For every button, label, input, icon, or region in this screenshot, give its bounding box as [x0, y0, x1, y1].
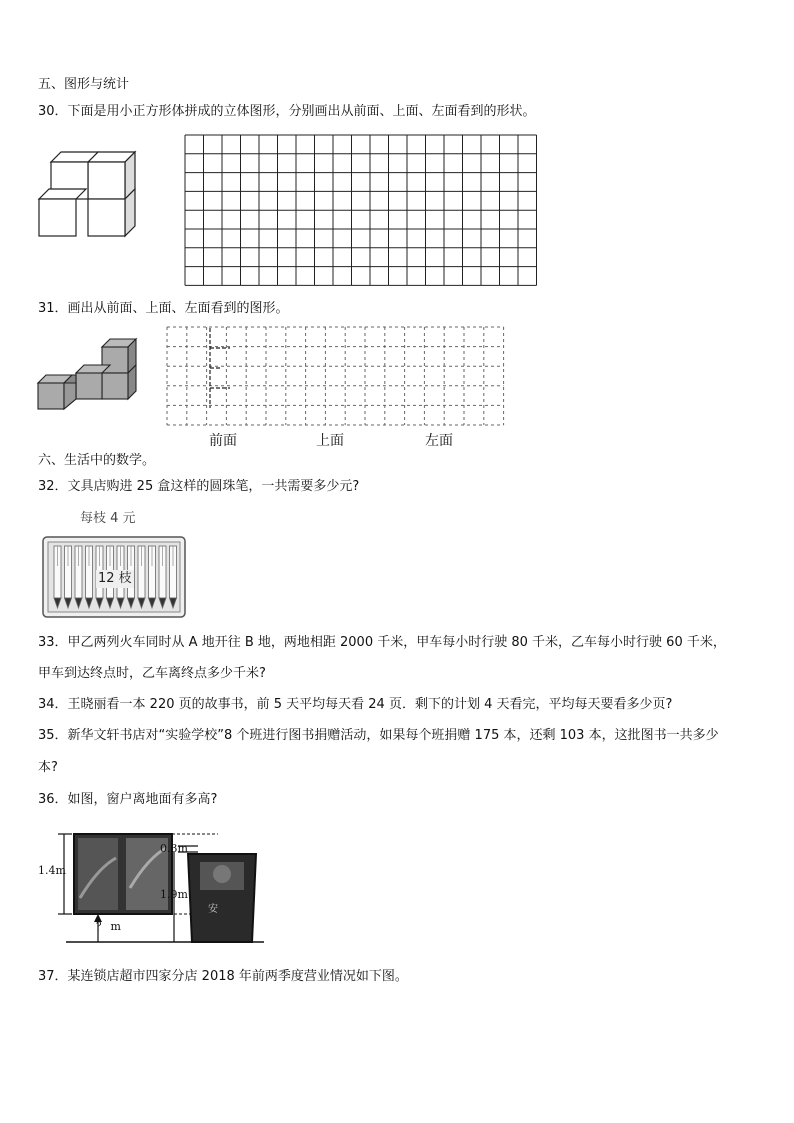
q31-answer-grid[interactable]	[166, 326, 506, 428]
q30-cube-figure	[36, 146, 142, 246]
section-6-heading: 六、生活中的数学。	[38, 453, 156, 468]
q36-label-unknown: ？ m	[96, 920, 121, 933]
q34-text: 34．王晓丽看一本 220 页的故事书，前 5 天平均每天看 24 页．剩下的计划 4 天看完，平均每天要看多少页?	[38, 697, 673, 712]
q31-text: 31．画出从前面、上面、左面看到的图形。	[38, 301, 289, 316]
q31-cube-figure	[36, 335, 142, 415]
q31-label-front: 前面	[209, 433, 237, 449]
q33-line2: 甲车到达终点时，乙车离终点多少千米?	[38, 666, 266, 681]
q31-label-top: 上面	[316, 433, 344, 449]
q31-label-left: 左面	[425, 433, 453, 449]
q30-text: 30．下面是用小正方形体拼成的立体图形，分别画出从前面、上面、左面看到的形状。	[38, 104, 536, 119]
q35-line1: 35．新华文轩书店对“实验学校”8 个班进行图书捐赠活动，如果每个班捐赠 175 本，还剩 103 本，这批图书一共多少	[38, 728, 719, 743]
q36-text: 36．如图，窗户离地面有多高?	[38, 792, 218, 807]
q32-text: 32．文具店购进 25 盒这样的圆珠笔，一共需要多少元?	[38, 479, 360, 494]
q30-answer-grid[interactable]	[184, 134, 538, 288]
q36-label-cabinet-height: 1.9m	[160, 888, 188, 901]
q32-box-label: 12 枝	[98, 571, 132, 586]
q35-line2: 本?	[38, 760, 58, 775]
svg-text:安: 安	[208, 904, 218, 915]
q36-label-window-height: 1.4m	[38, 864, 66, 877]
q33-line1: 33．甲乙两列火车同时从 A 地开往 B 地，两地相距 2000 千米，甲车每小时行驶 80 千米，乙车每小时行驶 60 千米，	[38, 635, 726, 650]
cube-top-right	[88, 152, 135, 199]
section-5-heading: 五、图形与统计	[38, 77, 130, 92]
q36-window-diagram	[38, 828, 266, 948]
q32-price-label: 每枝 4 元	[80, 511, 136, 526]
cube-bottom-left	[39, 189, 86, 236]
q37-text: 37．某连锁店超市四家分店 2018 年前两季度营业情况如下图。	[38, 969, 408, 984]
q36-label-gap: 0.3m	[160, 842, 188, 855]
